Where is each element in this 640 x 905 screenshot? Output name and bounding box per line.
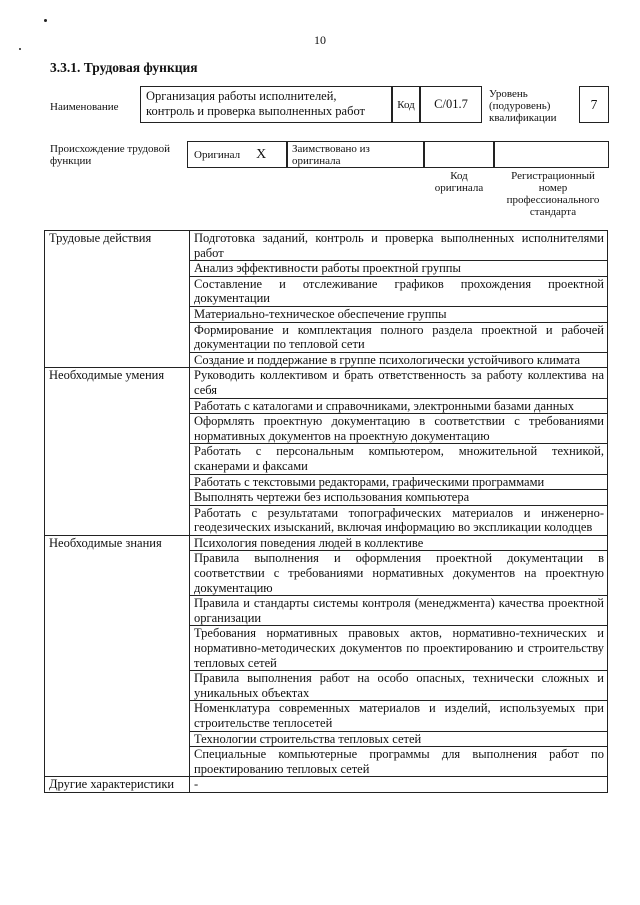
original-box — [187, 141, 287, 168]
code-value: С/01.7 — [434, 97, 468, 111]
item-cell: Работать с каталогами и справочниками, электронными базами данных — [190, 398, 608, 414]
item-cell: Анализ эффективности работы проектной группы — [190, 261, 608, 277]
code-label-box — [392, 86, 420, 123]
borrowed-label: Заимствовано из оригинала — [292, 143, 370, 167]
page-number: 10 — [314, 33, 326, 47]
code-label: Код — [397, 98, 415, 111]
reg-number-caption: Регистрационный номер профессионального стандарта — [506, 170, 600, 218]
table-row — [45, 535, 608, 551]
category-cell: Необходимые знания — [45, 535, 190, 777]
reg-number-box — [494, 141, 609, 168]
item-cell: Работать с текстовыми редакторами, графическими программами — [190, 474, 608, 490]
code-original-caption: Код оригинала — [434, 170, 484, 194]
item-cell: Правила выполнения и оформления проектной документации в соответствии с требованиями нормативных документов на проектную документацию — [190, 551, 608, 596]
item-cell: Правила и стандарты системы контроля (менеджмента) качества проектной организации — [190, 596, 608, 626]
item-cell: Психология поведения людей в коллективе — [190, 535, 608, 551]
section-title: 3.3.1. Трудовая функция — [50, 60, 198, 75]
item-cell: - — [190, 777, 608, 793]
item-cell: Специальные компьютерные программы для выполнения работ по проектированию тепловых сетей — [190, 747, 608, 777]
name-label: Наименование — [50, 101, 119, 113]
category-cell: Другие характеристики — [45, 777, 190, 793]
item-cell: Формирование и комплектация полного раздела проектной и рабочей документации по тепловой сети — [190, 322, 608, 352]
name-value: Организация работы исполнителей, контроль и проверка выполненных работ — [146, 89, 365, 118]
level-label: Уровень (подуровень) квалификации — [489, 88, 557, 124]
item-cell: Составление и отслеживание графиков прохождения проектной документации — [190, 276, 608, 306]
borrowed-box — [287, 141, 424, 168]
item-cell: Материально-техническое обеспечение группы — [190, 306, 608, 322]
table-row — [45, 368, 608, 398]
level-value-box — [579, 86, 609, 123]
level-value: 7 — [590, 97, 598, 112]
original-mark: X — [256, 146, 267, 162]
original-label: Оригинал — [194, 148, 241, 161]
name-value-box — [140, 86, 392, 123]
table-row — [45, 231, 608, 261]
item-cell: Создание и поддержание в группе психологически устойчивого климата — [190, 352, 608, 368]
item-cell: Выполнять чертежи без использования компьютера — [190, 490, 608, 506]
item-cell: Правила выполнения работ на особо опасных, технически сложных и уникальных объектах — [190, 671, 608, 701]
item-cell: Технологии строительства тепловых сетей — [190, 731, 608, 747]
code-value-box — [420, 86, 482, 123]
item-cell: Номенклатура современных материалов и изделий, используемых при строительстве теплосетей — [190, 701, 608, 731]
item-cell: Работать с персональным компьютером, множительной техникой, сканерами и факсами — [190, 444, 608, 474]
scan-speck — [44, 19, 47, 22]
item-cell: Руководить коллективом и брать ответственность за работу коллектива на себя — [190, 368, 608, 398]
item-cell: Подготовка заданий, контроль и проверка выполненных исполнителями работ — [190, 231, 608, 261]
item-cell: Работать с результатами топографических материалов и инженерно-геодезических изысканий, включая информацию во экспликации колодцев — [190, 505, 608, 535]
scan-speck — [19, 48, 21, 50]
table-row — [45, 777, 608, 793]
category-cell: Необходимые умения — [45, 368, 190, 536]
item-cell: Оформлять проектную документацию в соответствии с требованиями нормативных документов на проектную документацию — [190, 414, 608, 444]
item-cell: Требования нормативных правовых актов, нормативно-технических и нормативно-методических документов по проектированию и строительству тепловых сетей — [190, 626, 608, 671]
code-original-box — [424, 141, 494, 168]
category-cell: Трудовые действия — [45, 231, 190, 368]
labor-function-table — [44, 230, 608, 793]
origin-label: Происхождение трудовой функции — [50, 143, 171, 167]
